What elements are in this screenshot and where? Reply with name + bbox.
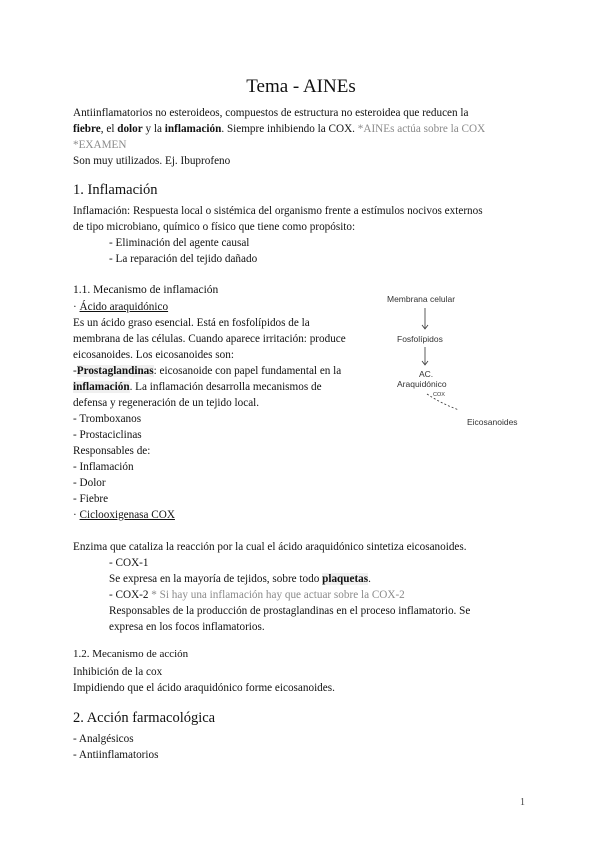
subsection-heading: 1.2. Mecanismo de acción xyxy=(73,648,189,660)
exam-note: *EXAMEN xyxy=(73,139,127,151)
text: - xyxy=(73,365,77,377)
text: y la xyxy=(142,123,165,135)
term-inflamacion: inflamación xyxy=(164,123,222,135)
paragraph-line: defensa y regeneración de un tejido local. xyxy=(73,397,260,409)
intro-line xyxy=(73,121,529,137)
topic-title: Ciclooxigenasa COX xyxy=(79,509,175,521)
page-number: 1 xyxy=(520,797,525,808)
diagram-label-araquidonico: Araquidónico xyxy=(397,379,447,389)
text: , el xyxy=(100,123,118,135)
section-1-1-cox xyxy=(73,539,529,635)
topic-title: Ácido araquidónico xyxy=(79,301,169,313)
paragraph-line: membrana de las células. Cuando aparece irritación: produce xyxy=(73,333,346,345)
list-item: - Fiebre xyxy=(73,493,109,505)
paragraph-line: Responsables de la producción de prostaglandinas en el proceso inflamatorio. Se xyxy=(109,605,471,617)
list-item: - Eliminación del agente causal xyxy=(109,237,250,249)
paragraph-line: eicosanoides. Los eicosanoides son: xyxy=(73,349,234,361)
term-dolor: dolor xyxy=(117,123,143,135)
section-1 xyxy=(73,203,529,267)
paragraph-line: Enzima que cataliza la reacción por la cual el ácido araquidónico sintetiza eicosanoides. xyxy=(73,541,467,553)
section-1-2 xyxy=(73,664,529,696)
text: . xyxy=(368,573,371,585)
diagram-label-eicosanoides: Eicosanoides xyxy=(467,417,518,427)
list-item: - Tromboxanos xyxy=(73,413,142,425)
term-prostaglandinas: Prostaglandinas xyxy=(76,365,154,377)
section-1-1-left xyxy=(73,299,377,523)
intro xyxy=(73,105,529,169)
list-item: - Prostaciclinas xyxy=(73,429,142,441)
term-inflamacion: inflamación xyxy=(73,381,130,393)
term-fiebre: fiebre xyxy=(73,123,101,135)
definition: de tipo microbiano, químico o físico que tiene como propósito: xyxy=(73,221,356,233)
definition: Inflamación: Respuesta local o sistémica del organismo frente a estímulos nocivos externos xyxy=(73,205,483,217)
paragraph-line: Inhibición de la cox xyxy=(73,666,163,678)
diagram-label-ac: AC. xyxy=(419,369,434,379)
text: · xyxy=(73,509,80,521)
list-item: - Dolor xyxy=(73,477,106,489)
pathway-diagram xyxy=(387,292,547,442)
list-item: - La reparación del tejido dañado xyxy=(109,253,258,265)
note: * Si hay una inflamación hay que actuar sobre la COX-2 xyxy=(151,589,405,601)
section-2 xyxy=(73,731,529,763)
paragraph-line xyxy=(73,571,529,587)
paragraph-line: Es un ácido graso esencial. Está en fosfolípidos de la xyxy=(73,317,310,329)
term-plaquetas: plaquetas xyxy=(322,573,369,585)
text: - COX-2 xyxy=(109,589,152,601)
intro-line: Son muy utilizados. Ej. Ibuprofeno xyxy=(73,155,231,167)
list-item: - Antiinflamatorios xyxy=(73,749,159,761)
intro-line: Antiinflamatorios no esteroideos, compuestos de estructura no esteroidea que reducen la xyxy=(73,107,469,119)
topic xyxy=(73,507,377,523)
text: · xyxy=(73,301,80,313)
list-item xyxy=(73,587,529,603)
list-item: - COX-1 xyxy=(109,557,149,569)
list-item: - Analgésicos xyxy=(73,733,134,745)
paragraph-line: Responsables de: xyxy=(73,445,151,457)
section-heading: 1. Inflamación xyxy=(73,182,158,198)
subsection-heading: 1.1. Mecanismo de inflamación xyxy=(73,284,219,296)
text: . La inflamación desarrolla mecanismos de xyxy=(129,381,322,393)
diagram-label-fosfolipidos: Fosfolípidos xyxy=(397,334,443,344)
text: Se expresa en la mayoría de tejidos, sobre todo xyxy=(109,573,323,585)
paragraph-line xyxy=(73,379,377,395)
note: *AINEs actúa sobre la COX xyxy=(357,123,486,135)
paragraph-line xyxy=(73,363,377,379)
section-heading: 2. Acción farmacológica xyxy=(73,710,216,726)
page-title: Tema - AINEs xyxy=(246,76,356,97)
topic xyxy=(73,299,377,315)
paragraph-line: Impidiendo que el ácido araquidónico forme eicosanoides. xyxy=(73,682,335,694)
text: . Siempre inhibiendo la COX. xyxy=(221,123,358,135)
diagram-label-membrana: Membrana celular xyxy=(387,294,456,304)
list-item: - Inflamación xyxy=(73,461,134,473)
text: : eicosanoide con papel fundamental en la xyxy=(153,365,342,377)
paragraph-line: expresa en los focos inflamatorios. xyxy=(109,621,265,633)
diagram-label-cox: COX xyxy=(433,392,445,398)
